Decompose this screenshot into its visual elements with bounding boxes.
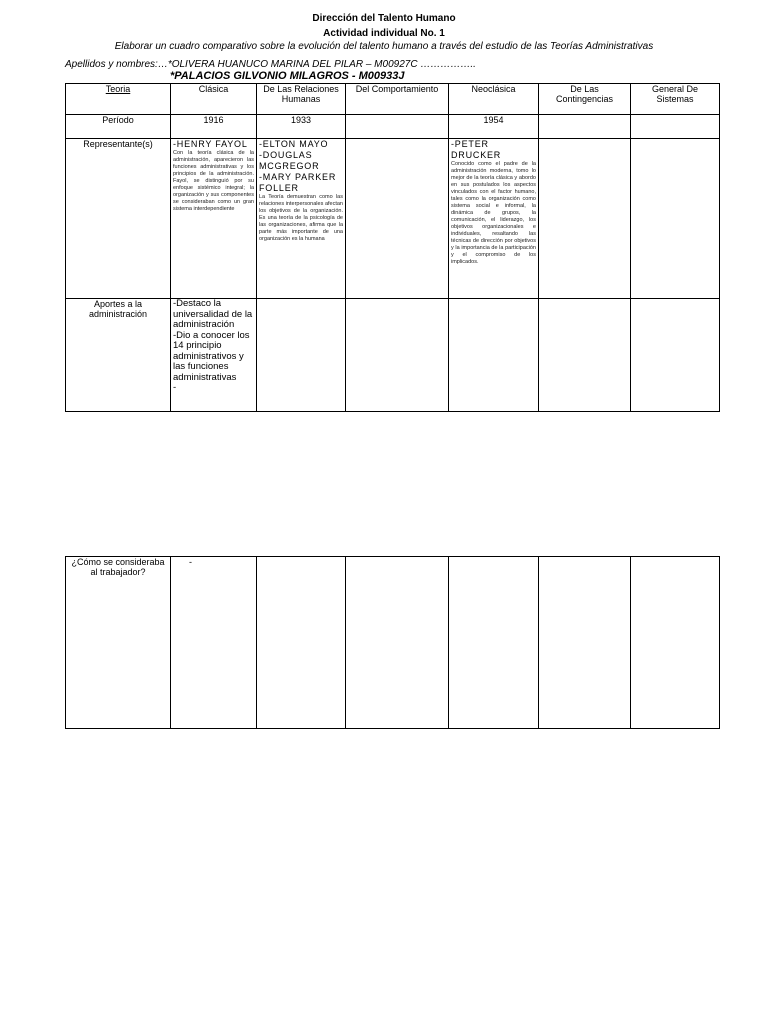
header-teoria: Teoria — [66, 84, 171, 115]
representante-name: -HENRY FAYOL — [173, 139, 248, 149]
trabajador-label: ¿Cómo se consideraba al trabajador? — [66, 557, 171, 729]
aporte-item: -Destaco la universalidad de la administración — [173, 298, 253, 330]
aporte-item: -Dio a conocer los 14 principio administrativos y las funciones administrativas — [173, 329, 250, 383]
header-sistemas: General De Sistemas — [631, 84, 720, 115]
representantes-neoclasica — [449, 139, 539, 299]
representante-name: -ELTON MAYO — [259, 139, 329, 149]
student-names-line1: Apellidos y nombres:…*OLIVERA HUANUCO MARINA DEL PILAR – M00927C …………….. — [65, 59, 476, 70]
student-names-line2: *PALACIOS GILVONIO MILAGROS - M00933J — [170, 70, 405, 82]
aportes-contingencias — [539, 299, 631, 412]
doc-subtitle: Actividad individual No. 1 — [323, 28, 445, 39]
header-relaciones-humanas: De Las Relaciones Humanas — [257, 84, 346, 115]
representante-name: -MARY PARKER FOLLER — [259, 172, 337, 193]
trabajador-clasica: - — [171, 557, 257, 729]
representantes-comportamiento — [346, 139, 449, 299]
representantes-relaciones-humanas — [257, 139, 346, 299]
representante-name: -PETER DRUCKER — [451, 139, 502, 160]
table-header-row — [66, 84, 720, 115]
aportes-label: Aportes a la administración — [66, 299, 171, 412]
aporte-item: - — [173, 382, 177, 393]
header-contingencias: De Las Contingencias — [539, 84, 631, 115]
aportes-clasica — [171, 299, 257, 412]
representante-description: Conocido como el padre de la administración moderna, tomo lo mejor de la teoría clásica y abordo en sus postulados los aspectos vinculados con el factor humano, tales como la organización como sistema social e informal, la dinámica de grupos, la comunicación, el liderazgo, los objetivos organizacionales e individuales, resaltando las técnicas de dirección por objetivos y la importancia de la participación y el compromiso de los implicados. — [451, 161, 536, 265]
representante-description: Con la teoría clásica de la administración, aparecieron las funciones administrativas y los principios de la administración. Fayol, se distinguió por su enfoque sistémico integral; la organización y sus componentes se consideraban como un gran sistema interdependiente — [173, 150, 254, 212]
table-row-periodo — [66, 115, 720, 139]
table-row-representantes — [66, 139, 720, 299]
header-comportamiento: Del Comportamiento — [346, 84, 449, 115]
representantes-sistemas — [631, 139, 720, 299]
header-neoclasica: Neoclásica — [449, 84, 539, 115]
representantes-label: Representante(s) — [66, 139, 171, 299]
doc-title: Dirección del Talento Humano — [312, 13, 456, 24]
periodo-label: Período — [66, 115, 171, 139]
aportes-sistemas — [631, 299, 720, 412]
trabajador-contingencias — [539, 557, 631, 729]
representantes-clasica — [171, 139, 257, 299]
periodo-relaciones-humanas: 1933 — [257, 115, 346, 139]
comparison-table-bottom — [65, 556, 720, 729]
periodo-clasica: 1916 — [171, 115, 257, 139]
table-row-trabajador — [66, 557, 720, 729]
periodo-contingencias — [539, 115, 631, 139]
representante-description: La Teoría demuestran como las relaciones interpersonales afectan los objetivos de la organización. Es una teoría de la psicología de las organizaciones, afirma que la parte más importante de una organización es la humana — [259, 194, 343, 242]
doc-instruction: Elaborar un cuadro comparativo sobre la evolución del talento humano a través del estudio de las Teorías Administrativas — [114, 41, 654, 52]
trabajador-comportamiento — [346, 557, 449, 729]
aportes-relaciones-humanas — [257, 299, 346, 412]
aportes-comportamiento — [346, 299, 449, 412]
periodo-neoclasica: 1954 — [449, 115, 539, 139]
trabajador-neoclasica — [449, 557, 539, 729]
trabajador-relaciones-humanas — [257, 557, 346, 729]
trabajador-sistemas — [631, 557, 720, 729]
representante-name: -DOUGLAS MCGREGOR — [259, 150, 320, 171]
aportes-neoclasica — [449, 299, 539, 412]
table-row-aportes — [66, 299, 720, 412]
representantes-contingencias — [539, 139, 631, 299]
periodo-comportamiento — [346, 115, 449, 139]
comparison-table-top — [65, 83, 720, 412]
periodo-sistemas — [631, 115, 720, 139]
header-clasica: Clásica — [171, 84, 257, 115]
